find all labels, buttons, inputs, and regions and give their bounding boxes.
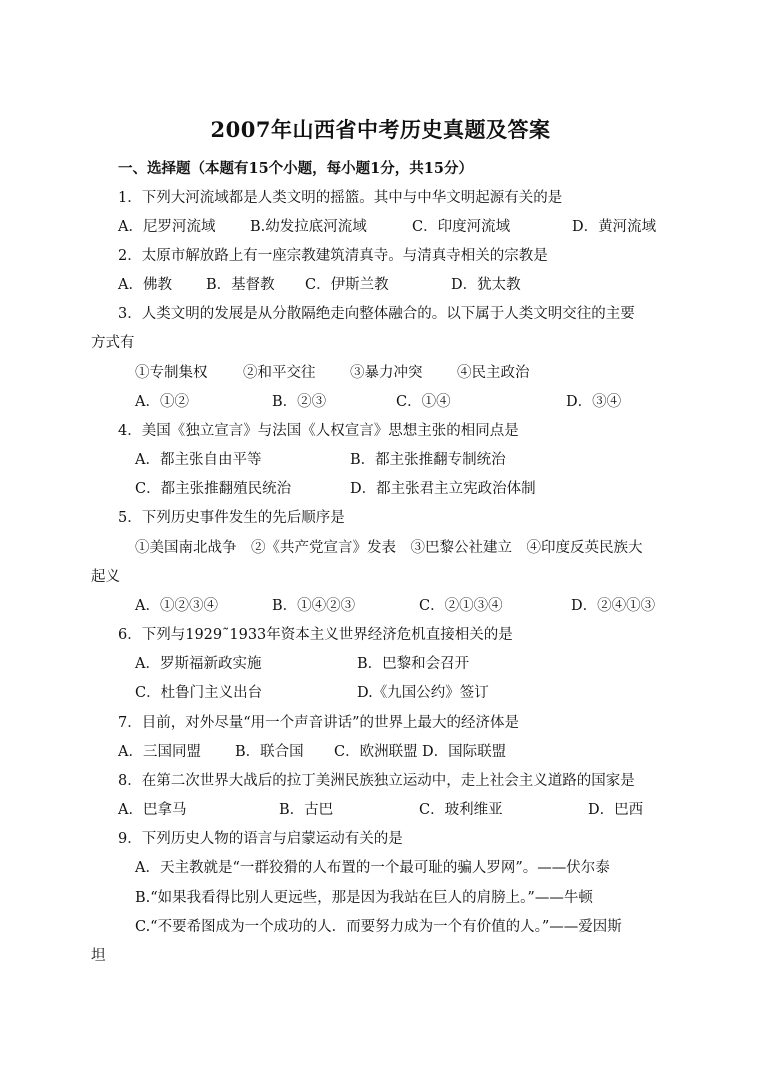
question-3-item-2: ②和平交往 <box>243 365 316 381</box>
question-9-option-b: B.“如果我看得比别人更远些，那是因为我站在巨人的肩膀上。”——牛顿 <box>135 890 593 906</box>
question-3-stem-continued: 方式有 <box>91 335 135 351</box>
question-2-option-a: A．佛教 <box>118 277 172 293</box>
question-6-option-c: C．杜鲁门主义出台 <box>135 685 263 701</box>
question-8-option-b: B．古巴 <box>279 802 334 818</box>
question-1-stem: 1．下列大河流域都是人类文明的摇篮。其中与中华文明起源有关的是 <box>118 190 563 206</box>
question-6-option-a: A．罗斯福新政实施 <box>135 656 262 672</box>
question-3-item-4: ④民主政治 <box>457 365 530 381</box>
question-7-option-b: B．联合国 <box>235 744 304 760</box>
question-3-option-c: C．①④ <box>396 394 451 410</box>
question-8-option-d: D．巴西 <box>588 802 644 818</box>
question-3-option-b: B．②③ <box>272 394 327 410</box>
question-7-stem: 7．目前，对外尽量“用一个声音讲话”的世界上最大的经济体是 <box>118 715 520 731</box>
question-8-stem: 8．在第二次世界大战后的拉丁美洲民族独立运动中，走上社会主义道路的国家是 <box>118 773 635 789</box>
page-title: 2007年山西省中考历史真题及答案 <box>210 117 551 142</box>
question-2-option-c: C．伊斯兰教 <box>305 277 389 293</box>
question-4-option-a: A．都主张自由平等 <box>135 452 262 468</box>
question-5-stem: 5．下列历史事件发生的先后顺序是 <box>118 510 345 526</box>
question-1-option-d: D．黄河流域 <box>572 219 657 235</box>
question-4-option-c: C．都主张推翻殖民统治 <box>135 481 292 497</box>
question-7-option-d: D．国际联盟 <box>422 744 507 760</box>
question-6-option-b: B．巴黎和会召开 <box>357 656 470 672</box>
question-2-stem: 2．太原市解放路上有一座宗教建筑清真寺。与清真寺相关的宗教是 <box>118 248 548 264</box>
question-8-option-c: C．玻利维亚 <box>419 802 503 818</box>
question-3-item-3: ③暴力冲突 <box>350 365 423 381</box>
question-3-option-a: A．①② <box>135 394 189 410</box>
question-8-option-a: A．巴拿马 <box>118 802 187 818</box>
question-3-stem: 3．人类文明的发展是从分散隔绝走向整体融合的。以下属于人类文明交往的主要 <box>118 306 635 322</box>
question-3-item-1: ①专制集权 <box>135 365 208 381</box>
question-4-option-b: B．都主张推翻专制统治 <box>350 452 506 468</box>
question-5-option-c: C．②①③④ <box>419 598 503 614</box>
question-9-option-c: C.“不要希图成为一个成功的人．而要努力成为一个有价值的人。”——爱因斯 <box>135 919 622 935</box>
question-4-stem: 4．美国《独立宣言》与法国《人权宣言》思想主张的相同点是 <box>118 423 519 439</box>
question-7-option-c: C．欧洲联盟 <box>334 744 418 760</box>
question-5-items-continued: 起义 <box>91 569 120 585</box>
question-5-items: ①美国南北战争 ②《共产党宣言》发表 ③巴黎公社建立 ④印度反英民族大 <box>135 540 643 556</box>
question-4-option-d: D．都主张君主立宪政治体制 <box>350 481 536 497</box>
question-9-option-a: A．天主教就是“一群狡猾的人布置的一个最可耻的骗人罗网”。——伏尔泰 <box>135 860 610 876</box>
question-5-option-b: B．①④②③ <box>272 598 356 614</box>
section-heading: 一、选择题（本题有15个小题，每小题1分，共15分） <box>118 160 473 177</box>
question-2-option-d: D．犹太教 <box>451 277 521 293</box>
question-7-option-a: A．三国同盟 <box>118 744 201 760</box>
question-6-stem: 6．下列与1929˜1933年资本主义世界经济危机直接相关的是 <box>118 627 513 643</box>
question-5-option-d: D．②④①③ <box>571 598 656 614</box>
question-9-option-c-continued: 坦 <box>91 948 106 964</box>
question-6-option-d: D.《九国公约》签订 <box>357 685 489 701</box>
question-3-option-d: D．③④ <box>566 394 622 410</box>
question-2-option-b: B．基督教 <box>206 277 275 293</box>
question-1-option-c: C．印度河流域 <box>412 219 511 235</box>
question-1-option-a: A．尼罗河流域 <box>118 219 216 235</box>
question-5-option-a: A．①②③④ <box>135 598 218 614</box>
question-9-stem: 9．下列历史人物的语言与启蒙运动有关的是 <box>118 831 403 847</box>
question-1-option-b: B.幼发拉底河流域 <box>250 219 367 235</box>
